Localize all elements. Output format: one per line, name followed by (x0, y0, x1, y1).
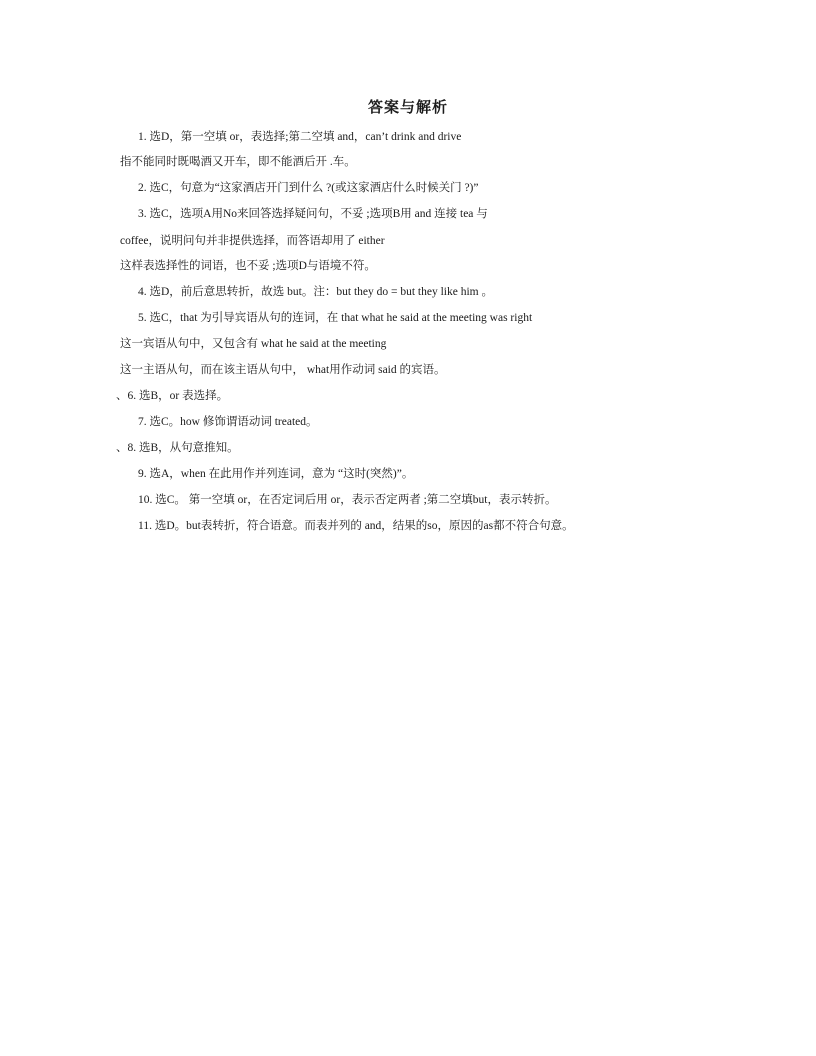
answer-5-line-1: 5. 选C，that 为引导宾语从句的连词，在 that what he said at the meeting was right (138, 312, 533, 324)
answer-1-line-1: 1. 选D，第一空填 or，表选择;第二空填 and，can’t drink and drive (138, 131, 462, 143)
answer-4-line-1: 4. 选D，前后意思转折，故选 but。注：but they do = but they like him 。 (138, 286, 493, 298)
answer-3-line-3: 这样表选择性的词语，也不妥 ;选项D与语境不符。 (120, 260, 376, 272)
answer-9-line-1: 9. 选A，when 在此用作并列连词，意为 “这时(突然)”。 (138, 468, 414, 480)
answer-5-line-3: 这一主语从句，而在该主语从句中， what用作动词 said 的宾语。 (120, 364, 446, 376)
answer-5-line-2: 这一宾语从句中，又包含有 what he said at the meeting (120, 338, 387, 350)
answer-7-line-1: 7. 选C。how 修饰谓语动词 treated。 (138, 416, 318, 428)
answer-11-line-1: 11. 选D。but表转折，符合语意。而表并列的 and，结果的so，原因的as都不符合句意。 (138, 520, 574, 532)
answer-3-line-1: 3. 选C，选项A用No来回答选择疑问句，不妥 ;选项B用 and 连接 tea 与 (138, 208, 488, 220)
answer-1-line-2: 指不能同时既喝酒又开车，即不能酒后开 .车。 (120, 156, 356, 168)
page-title: 答案与解析 (367, 98, 448, 116)
answer-8-line-1: 、8. 选B，从句意推知。 (116, 442, 239, 454)
answer-6-line-1: 、6. 选B，or 表选择。 (116, 390, 229, 402)
answer-3-line-2: coffee，说明问句并非提供选择，而答语却用了 either (120, 235, 385, 247)
answer-2-line-1: 2. 选C，句意为“这家酒店开门到什么 ?(或这家酒店什么时候关门 ?)” (138, 182, 479, 194)
answer-10-line-1: 10. 选C。 第一空填 or，在否定词后用 or，表示否定两者 ;第二空填but，表示转折。 (138, 494, 557, 506)
